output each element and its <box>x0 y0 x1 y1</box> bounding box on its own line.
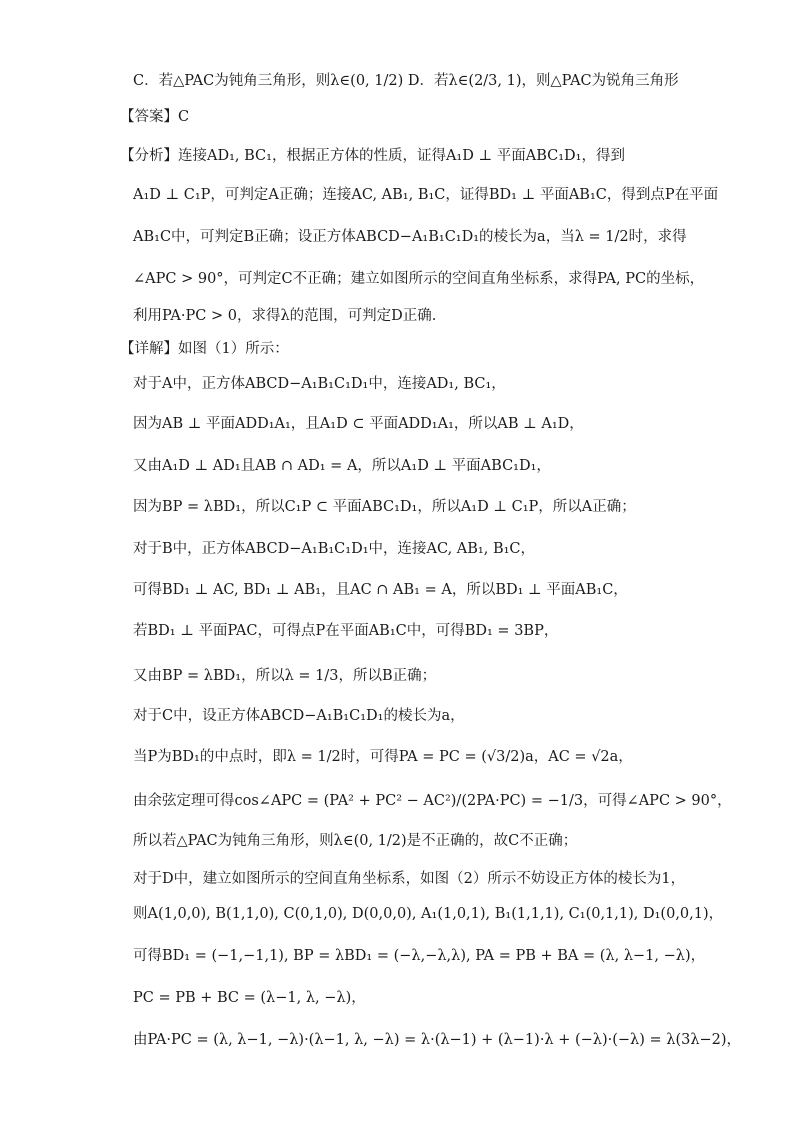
detail-line-a2: 因为AB ⊥ 平面ADD₁A₁，且A₁D ⊂ 平面ADD₁A₁，所以AB ⊥ A₁D， <box>133 416 584 432</box>
detail-line-c2: 当P为BD₁的中点时，即λ = 1/2时，可得PA = PC = (√3/2)a，AC = √2a， <box>133 749 633 765</box>
analysis-line-2: A₁D ⊥ C₁P，可判定A正确；连接AC, AB₁, B₁C，证得BD₁ ⊥ 平面AB₁C，得到点P在平面 <box>133 187 719 203</box>
detail-line-a3: 又由A₁D ⊥ AD₁且AB ∩ AD₁ = A，所以A₁D ⊥ 平面ABC₁D₁， <box>133 458 551 474</box>
analysis-line-5: 利用PA·PC > 0，求得λ的范围，可判定D正确. <box>133 308 437 324</box>
detail-line-d2: 则A(1,0,0), B(1,1,0), C(0,1,0), D(0,0,0), A₁(1,0,1), B₁(1,1,1), C₁(0,1,1), D₁(0,0,1)， <box>133 906 724 922</box>
analysis-line-4: ∠APC > 90°，可判定C不正确；建立如图所示的空间直角坐标系，求得PA, PC的坐标， <box>133 271 705 287</box>
answer-line: 【答案】C <box>120 109 190 125</box>
detail-line-a4: 因为BP = λBD₁，所以C₁P ⊂ 平面ABC₁D₁，所以A₁D ⊥ C₁P，所以A正确； <box>133 499 636 515</box>
detail-line-c4: 所以若△PAC为钝角三角形，则λ∈(0, 1/2)是不正确的，故C不正确； <box>133 833 578 849</box>
detail-line-b3: 若BD₁ ⊥ 平面PAC，可得点P在平面AB₁C中，可得BD₁ = 3BP， <box>133 623 559 639</box>
detail-line-b1: 对于B中，正方体ABCD−A₁B₁C₁D₁中，连接AC, AB₁, B₁C， <box>133 541 536 557</box>
analysis-line-3: AB₁C中，可判定B正确；设正方体ABCD−A₁B₁C₁D₁的棱长为a，当λ = 1/2时，求得 <box>133 229 687 245</box>
analysis-line-1: 【分析】连接AD₁, BC₁，根据正方体的性质，证得A₁D ⊥ 平面ABC₁D₁，得到 <box>120 148 625 164</box>
detail-line-d5: 由PA·PC = (λ, λ−1, −λ)·(λ−1, λ, −λ) = λ·(λ−1) + (λ−1)·λ + (−λ)·(−λ) = λ(3λ−2)， <box>133 1032 742 1048</box>
detail-line-b2: 可得BD₁ ⊥ AC, BD₁ ⊥ AB₁，且AC ∩ AB₁ = A，所以BD₁ ⊥ 平面AB₁C， <box>133 582 628 598</box>
detail-line-d4: PC = PB + BC = (λ−1, λ, −λ)， <box>133 990 366 1006</box>
detail-line-b4: 又由BP = λBD₁，所以λ = 1/3，所以B正确； <box>133 668 437 684</box>
detail-line-d3: 可得BD₁ = (−1,−1,1), BP = λBD₁ = (−λ,−λ,λ), PA = PB + BA = (λ, λ−1, −λ)， <box>133 948 706 964</box>
detail-line-d1: 对于D中，建立如图所示的空间直角坐标系，如图（2）所示不妨设正方体的棱长为1， <box>133 871 686 887</box>
detail-line-c3: 由余弦定理可得cos∠APC = (PA² + PC² − AC²)/(2PA·PC) = −1/3，可得∠APC > 90°， <box>133 793 732 809</box>
option-c-d: C．若△PAC为钝角三角形，则λ∈(0, 1/2) D．若λ∈(2/3, 1)，则△PAC为锐角三角形 <box>133 73 679 89</box>
detail-heading: 【详解】如图（1）所示： <box>120 341 289 357</box>
detail-line-c1: 对于C中，设正方体ABCD−A₁B₁C₁D₁的棱长为a， <box>133 708 465 724</box>
detail-line-a1: 对于A中，正方体ABCD−A₁B₁C₁D₁中，连接AD₁, BC₁， <box>133 376 506 392</box>
